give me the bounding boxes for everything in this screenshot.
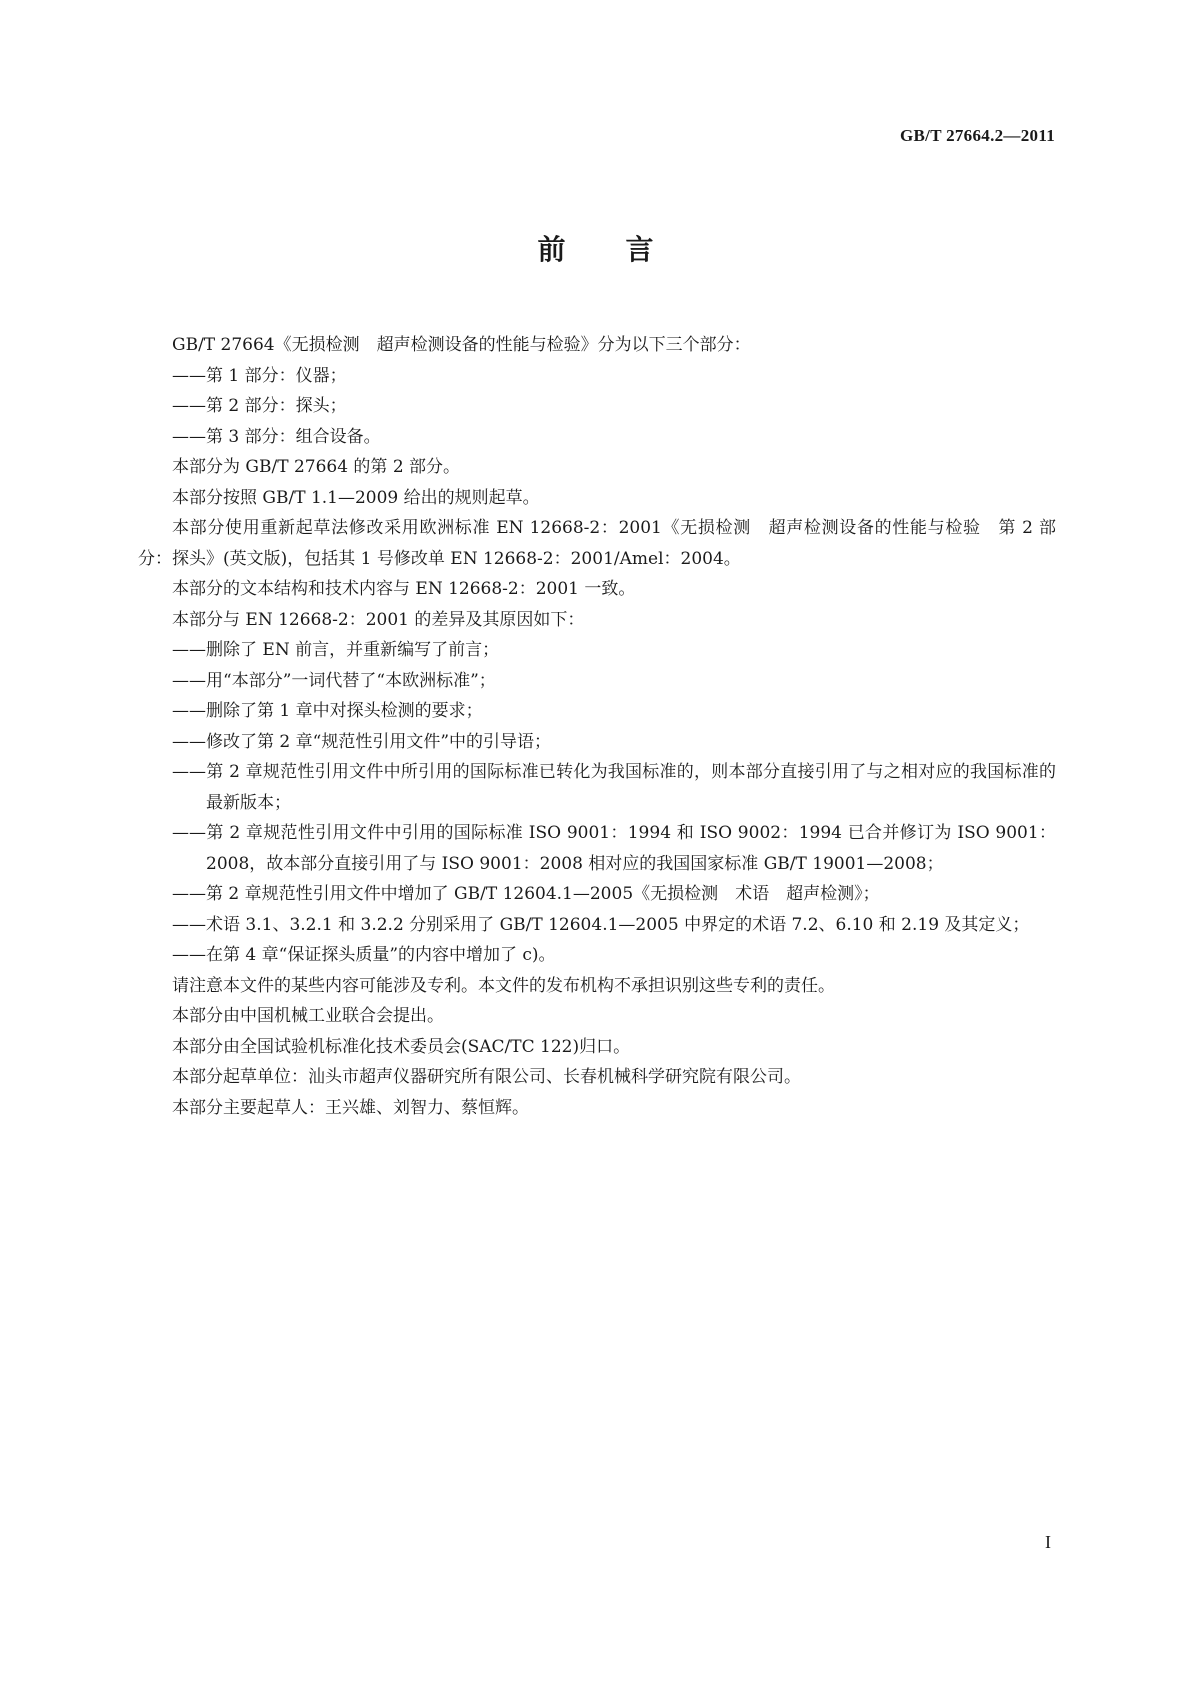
- paragraph: GB/T 27664《无损检测 超声检测设备的性能与检验》分为以下三个部分：: [172, 335, 751, 355]
- page-title: 前言: [537, 233, 714, 266]
- list-item: ——术语 3.1、3.2.1 和 3.2.2 分别采用了 GB/T 12604.1—2005 中界定的术语 7.2、6.10 和 2.19 及其定义；: [172, 914, 1030, 935]
- list-item: ——在第 4 章“保证探头质量”的内容中增加了 c)。: [172, 945, 556, 965]
- list-item: ——第 3 部分：组合设备。: [172, 426, 381, 447]
- paragraph: 本部分使用重新起草法修改采用欧洲标准 EN 12668-2：2001《无损检测 超声检测设备的性能与检验 第 2 部分：探头》(英文版)，包括其 1 号修改单 EN 12668-2：2001/Amel：2004。: [138, 518, 1056, 569]
- list-item: ——删除了 EN 前言，并重新编写了前言；: [172, 640, 500, 660]
- paragraph: 本部分的文本结构和技术内容与 EN 12668-2：2001 一致。: [172, 579, 636, 599]
- paragraph: 本部分按照 GB/T 1.1—2009 给出的规则起草。: [172, 487, 540, 508]
- list-item: ——第 2 章规范性引用文件中所引用的国际标准已转化为我国标准的，则本部分直接引用了与之相对应的我国标准的最新版本；: [172, 762, 1056, 813]
- paragraph: 本部分由全国试验机标准化技术委员会(SAC/TC 122)归口。: [172, 1036, 631, 1057]
- list-item: ——第 2 章规范性引用文件中增加了 GB/T 12604.1—2005《无损检测 术语 超声检测》；: [172, 884, 880, 904]
- paragraph: 本部分由中国机械工业联合会提出。: [172, 1006, 444, 1026]
- paragraph: 本部分与 EN 12668-2：2001 的差异及其原因如下：: [172, 609, 585, 630]
- standard-code: GB/T 27664.2—2011: [900, 126, 1055, 145]
- foreword-body: [138, 330, 1056, 1123]
- page-number: I: [1045, 1532, 1051, 1552]
- paragraph: 请注意本文件的某些内容可能涉及专利。本文件的发布机构不承担识别这些专利的责任。: [172, 975, 835, 996]
- list-item: ——删除了第 1 章中对探头检测的要求；: [172, 701, 483, 721]
- paragraph: 本部分主要起草人：王兴雄、刘智力、蔡恒辉。: [172, 1097, 529, 1118]
- list-item: ——修改了第 2 章“规范性引用文件”中的引导语；: [172, 731, 552, 752]
- paragraph: 本部分起草单位：汕头市超声仪器研究所有限公司、长春机械科学研究院有限公司。: [172, 1067, 801, 1087]
- list-item: ——第 2 部分：探头；: [172, 396, 347, 416]
- paragraph: 本部分为 GB/T 27664 的第 2 部分。: [172, 457, 461, 477]
- list-item: ——用“本部分”一词代替了“本欧洲标准”；: [172, 670, 496, 691]
- list-item: ——第 2 章规范性引用文件中引用的国际标准 ISO 9001：1994 和 ISO 9002：1994 已合并修订为 ISO 9001：2008，故本部分直接引用了与 ISO 9001：2008 相对应的我国国家标准 GB/T 19001—2008；: [172, 823, 1056, 874]
- list-item: ——第 1 部分：仪器；: [172, 365, 347, 386]
